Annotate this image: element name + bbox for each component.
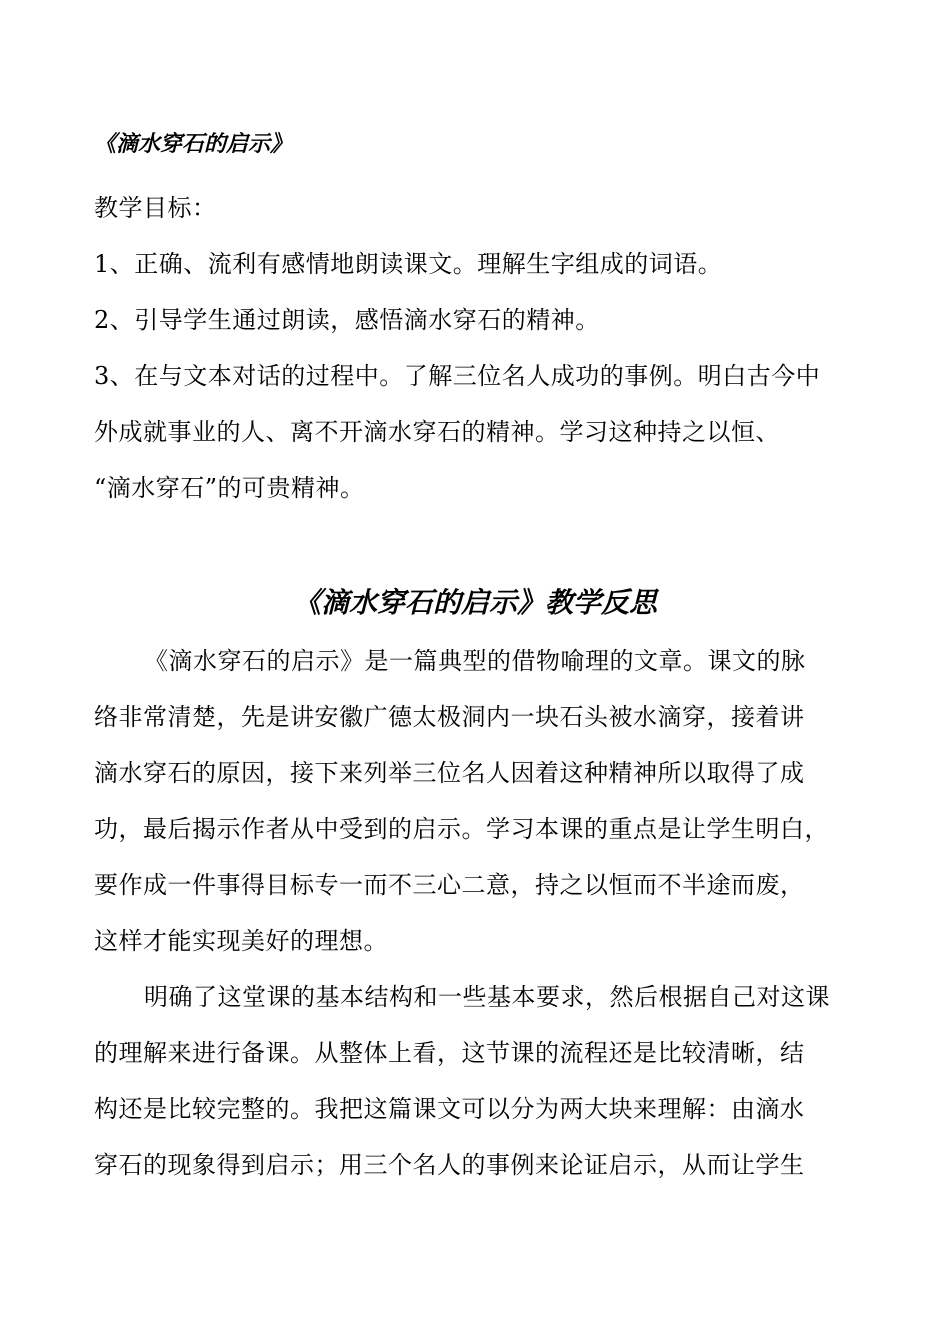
reflection-p1-line: 滴水穿石的原因，接下来列举三位名人因着这种精神所以取得了成 <box>94 759 805 787</box>
reflection-p2-line: 的理解来进行备课。从整体上看，这节课的流程还是比较清晰，结 <box>94 1039 805 1067</box>
reflection-p1-line: 功，最后揭示作者从中受到的启示。学习本课的重点是让学生明白， <box>94 815 829 843</box>
reflection-p1-line: 络非常清楚，先是讲安徽广德太极洞内一块石头被水滴穿，接着讲 <box>94 703 805 731</box>
reflection-p2-line: 构还是比较完整的。我把这篇课文可以分为两大块来理解：由滴水 <box>94 1095 805 1123</box>
goal-line-3-end: “滴水穿石”的可贵精神。 <box>94 474 365 502</box>
goal-line-2: 2、引导学生通过朗读，感悟滴水穿石的精神。 <box>94 306 600 334</box>
goals-label: 教学目标： <box>94 194 217 222</box>
goal-line-1: 1、正确、流利有感情地朗读课文。理解生字组成的词语。 <box>94 250 723 278</box>
lesson-title: 《滴水穿石的启示》 <box>94 132 293 157</box>
reflection-p2-line: 穿石的现象得到启示；用三个名人的事例来论证启示，从而让学生 <box>94 1151 805 1179</box>
goal-line-3: 3、在与文本对话的过程中。了解三位名人成功的事例。明白古今中 <box>94 362 821 390</box>
reflection-p1-line: 要作成一件事得目标专一而不三心二意，持之以恒而不半途而废， <box>94 871 805 899</box>
reflection-p2-line: 明确了这堂课的基本结构和一些基本要求，然后根据自己对这课 <box>144 983 830 1011</box>
reflection-title: 《滴水穿石的启示》教学反思 <box>292 586 657 619</box>
reflection-p1-line: 《滴水穿石的启示》是一篇典型的借物喻理的文章。课文的脉 <box>144 647 806 675</box>
reflection-p1-line: 这样才能实现美好的理想。 <box>94 927 388 955</box>
goal-line-3-cont: 外成就事业的人、离不开滴水穿石的精神。学习这种持之以恒、 <box>94 418 780 446</box>
